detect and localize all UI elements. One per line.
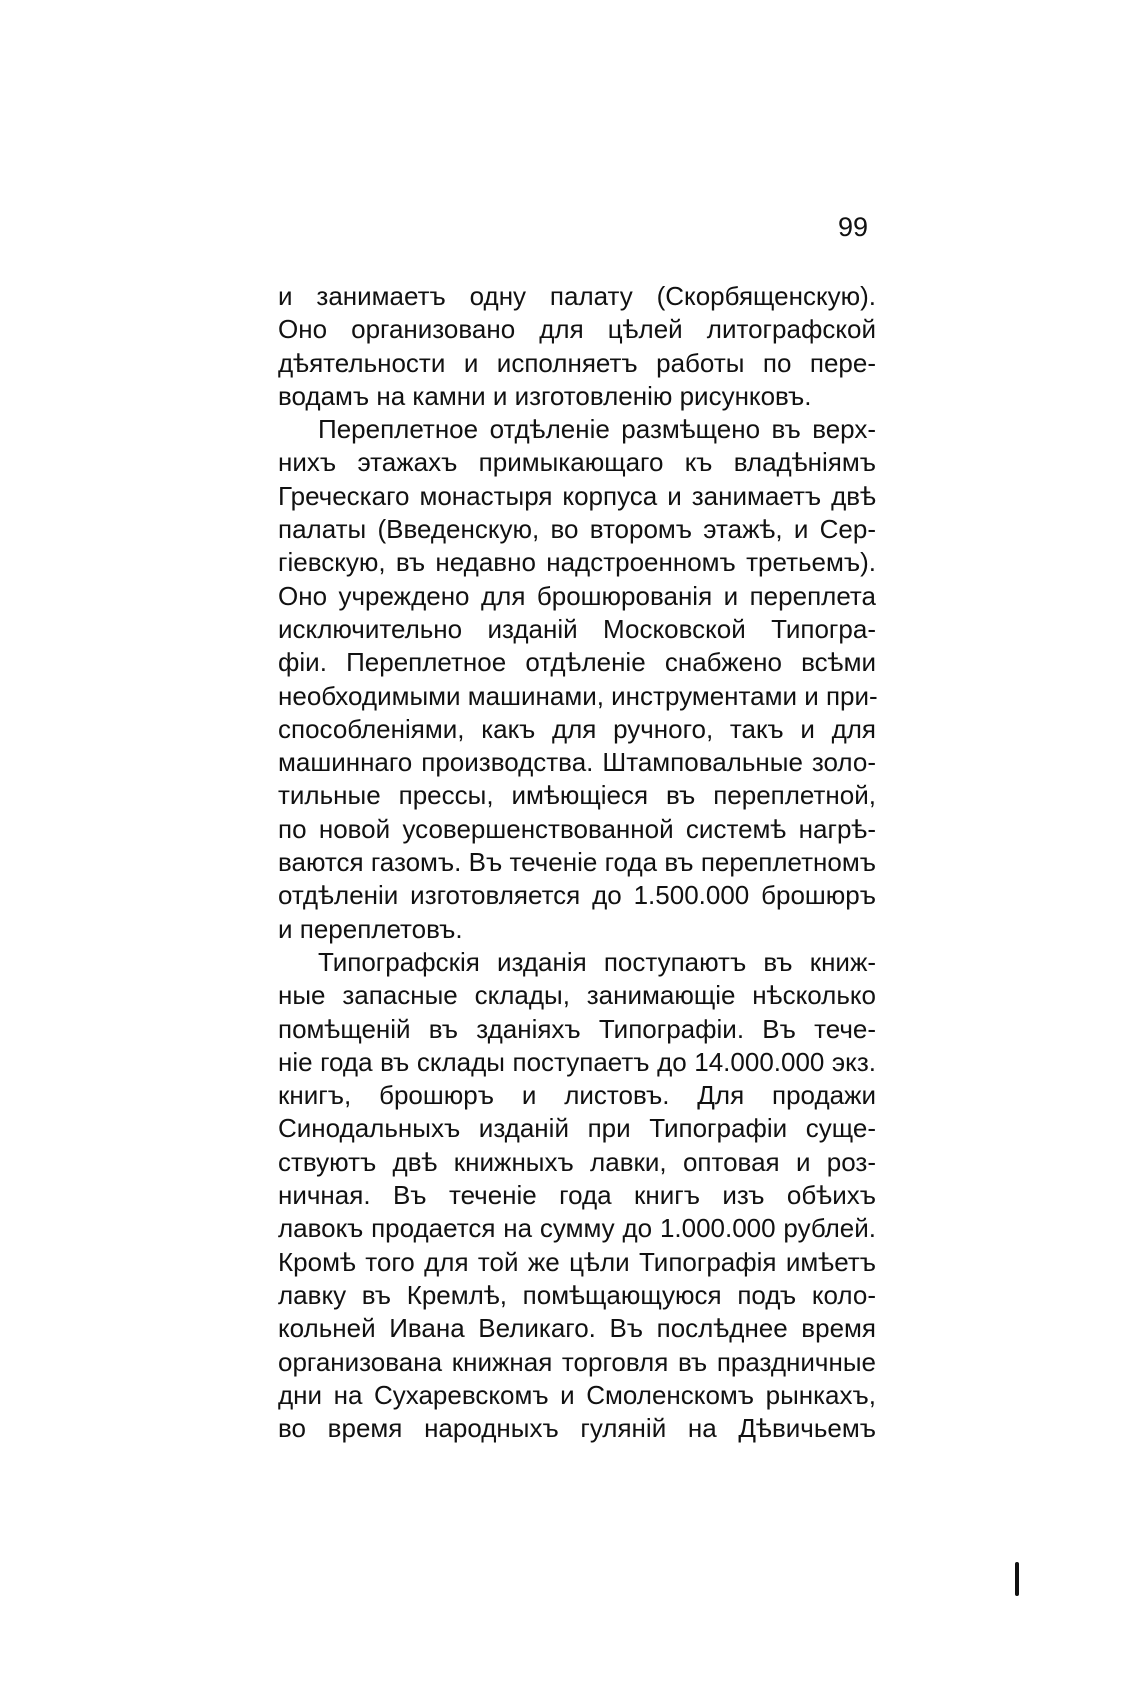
text-line: Синодальныхъ изданій при Типографіи суще- [278,1113,876,1144]
text-line: гіевскую, въ недавно надстроенномъ третьемъ). [278,547,876,578]
text-line: лавокъ продается на сумму до 1.000.000 рублей. [278,1213,876,1244]
page-number: 99 [838,212,869,242]
text-line: организована книжная торговля въ праздничные [278,1346,876,1377]
text-line: помѣщеній въ зданіяхъ Типографіи. Въ тече- [278,1013,876,1044]
text-line: исключительно изданій Московской Типогра- [278,613,876,644]
text-line: во время народныхъ гуляній на Дѣвичьемъ [278,1413,876,1444]
body-text [278,280,876,1445]
text-line: ніе года въ склады поступаетъ до 14.000.000 экз. [278,1046,876,1077]
text-line: способленіями, какъ для ручного, такъ и для [278,713,876,744]
text-line: и переплетовъ. [278,913,463,944]
text-line: ничная. Въ теченіе года книгъ изъ обѣихъ [278,1180,876,1211]
text-line: Оно организовано для цѣлей литографской [278,314,876,345]
paragraph-start-line: Переплетное отдѣленіе размѣщено въ верх- [318,414,876,445]
text-line: ваются газомъ. Въ теченіе года въ переплетномъ [278,847,876,878]
text-line: дѣятельности и исполняетъ работы по пере- [278,347,876,378]
text-line: кольней Ивана Великаго. Въ послѣднее время [278,1313,876,1344]
text-line: Греческаго монастыря корпуса и занимаетъ двѣ [278,480,876,511]
text-line: Оно учреждено для брошюрованія и переплета [278,580,876,611]
scan-edge-mark [1015,1562,1019,1596]
text-line: тильные прессы, имѣющіеся въ переплетной, [278,780,876,811]
text-line: палаты (Введенскую, во второмъ этажѣ, и Сер- [278,514,876,545]
text-line: книгъ, брошюръ и листовъ. Для продажи [278,1080,876,1111]
text-line: отдѣленіи изготовляется до 1.500.000 брошюръ [278,880,876,911]
text-line: лавку въ Кремлѣ, помѣщающуюся подъ коло- [278,1279,876,1310]
text-line: и занимаетъ одну палату (Скорбященскую). [278,281,876,311]
text-line: необходимыми машинами, инструментами и при- [278,680,878,711]
text-line: дни на Сухаревскомъ и Смоленскомъ рынкахъ, [278,1379,876,1410]
text-line: по новой усовершенствованной системѣ нагрѣ- [278,813,876,844]
paragraph-start-line: Типографскія изданія поступаютъ въ книж- [318,946,876,977]
text-line: Кромѣ того для той же цѣли Типографія имѣетъ [278,1246,876,1277]
text-line: ствуютъ двѣ книжныхъ лавки, оптовая и роз- [278,1146,876,1177]
text-line: нихъ этажахъ примыкающаго къ владѣніямъ [278,447,876,478]
text-line: фіи. Переплетное отдѣленіе снабжено всѣми [278,647,876,678]
text-line: ные запасные склады, занимающіе нѣсколько [278,980,876,1011]
text-line: водамъ на камни и изготовленію рисунковъ. [278,380,812,411]
text-line: машиннаго производства. Штамповальные золо- [278,747,876,778]
